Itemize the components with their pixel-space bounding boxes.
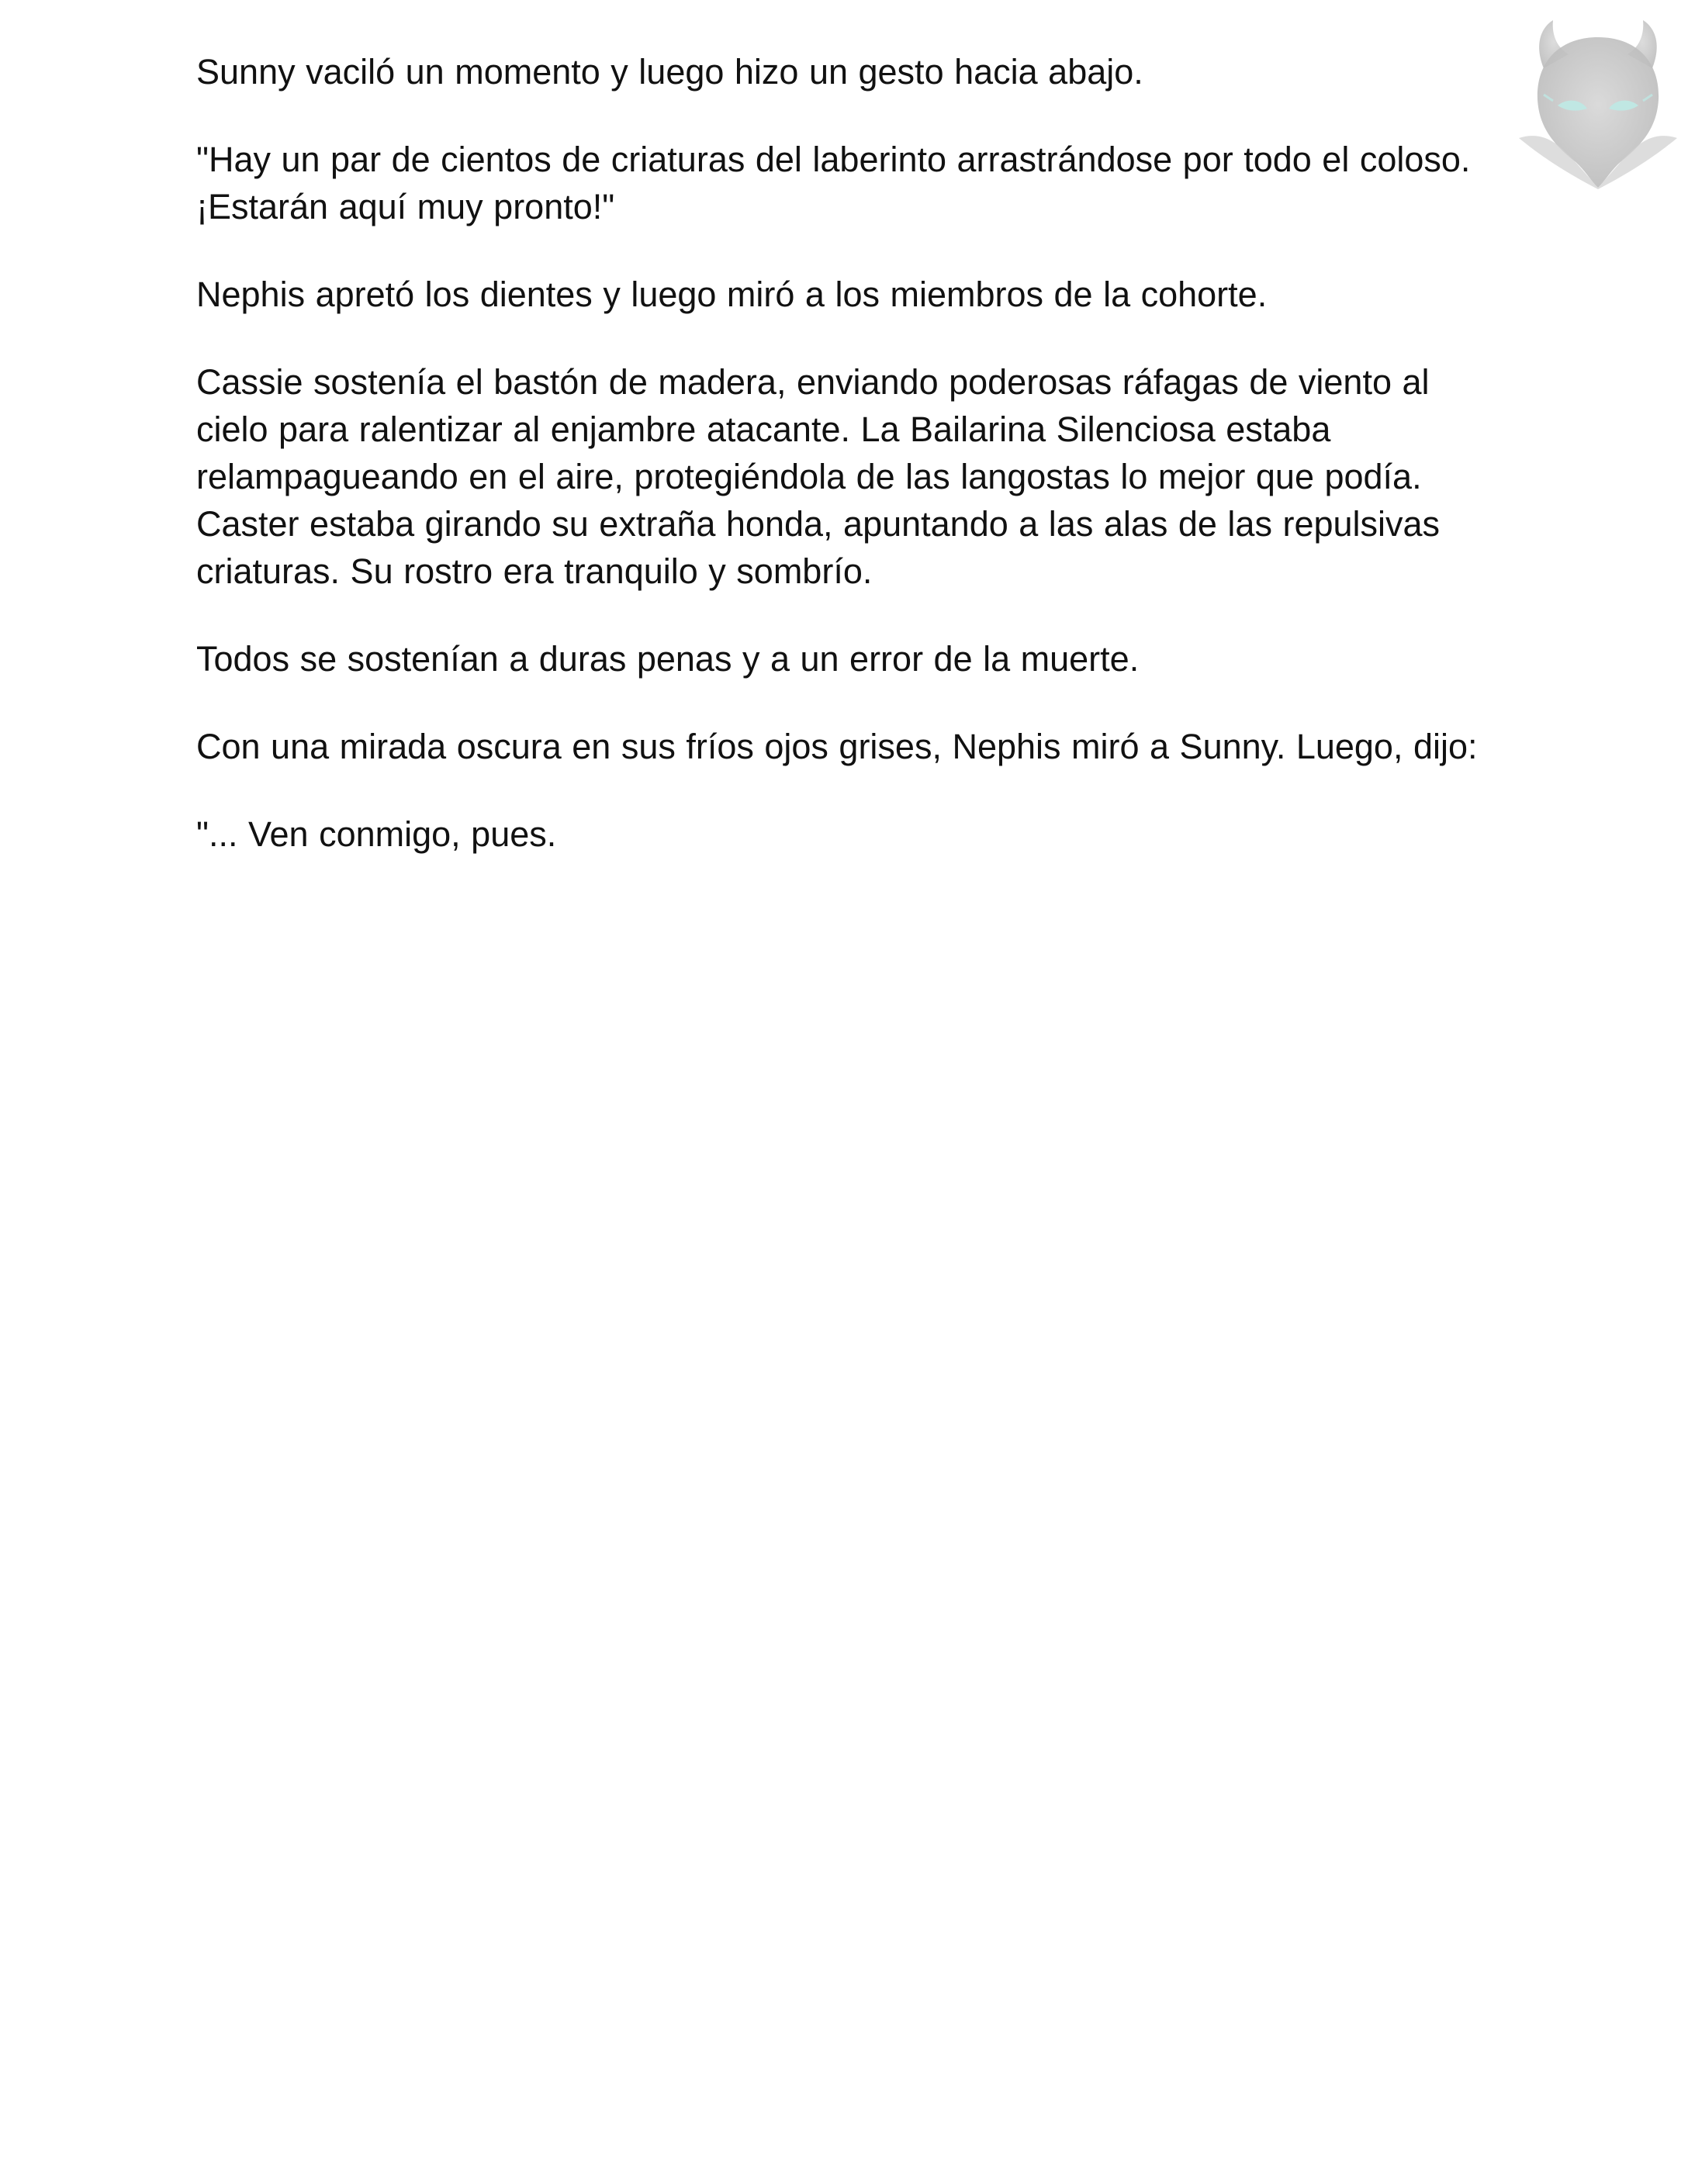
paragraph-5: Todos se sostenían a duras penas y a un error de la muerte. <box>196 639 1140 679</box>
document-body <box>196 48 1484 898</box>
paragraph-4: Cassie sostenía el bastón de madera, enviando poderosas ráfagas de viento al cielo para ralentizar al enjambre atacante. La Bailarina Silenciosa estaba relampagueando en el aire, protegiéndola de las langostas lo mejor que podía. Caster estaba girando su extraña honda, apuntando a las alas de las repulsivas criaturas. Su rostro era tranquilo y sombrío. <box>196 362 1441 591</box>
paragraph-2: "Hay un par de cientos de criaturas del laberinto arrastrándose por todo el coloso. ¡Estarán aquí muy pronto!" <box>196 140 1471 226</box>
paragraph-7: "... Ven conmigo, pues. <box>196 814 557 854</box>
paragraph-6: Con una mirada oscura en sus fríos ojos grises, Nephis miró a Sunny. Luego, dijo: <box>196 727 1478 766</box>
paragraph-1: Sunny vaciló un momento y luego hizo un gesto hacia abajo. <box>196 52 1143 92</box>
paragraph-3: Nephis apretó los dientes y luego miró a los miembros de la cohorte. <box>196 275 1268 314</box>
demon-head-icon <box>1513 14 1683 192</box>
